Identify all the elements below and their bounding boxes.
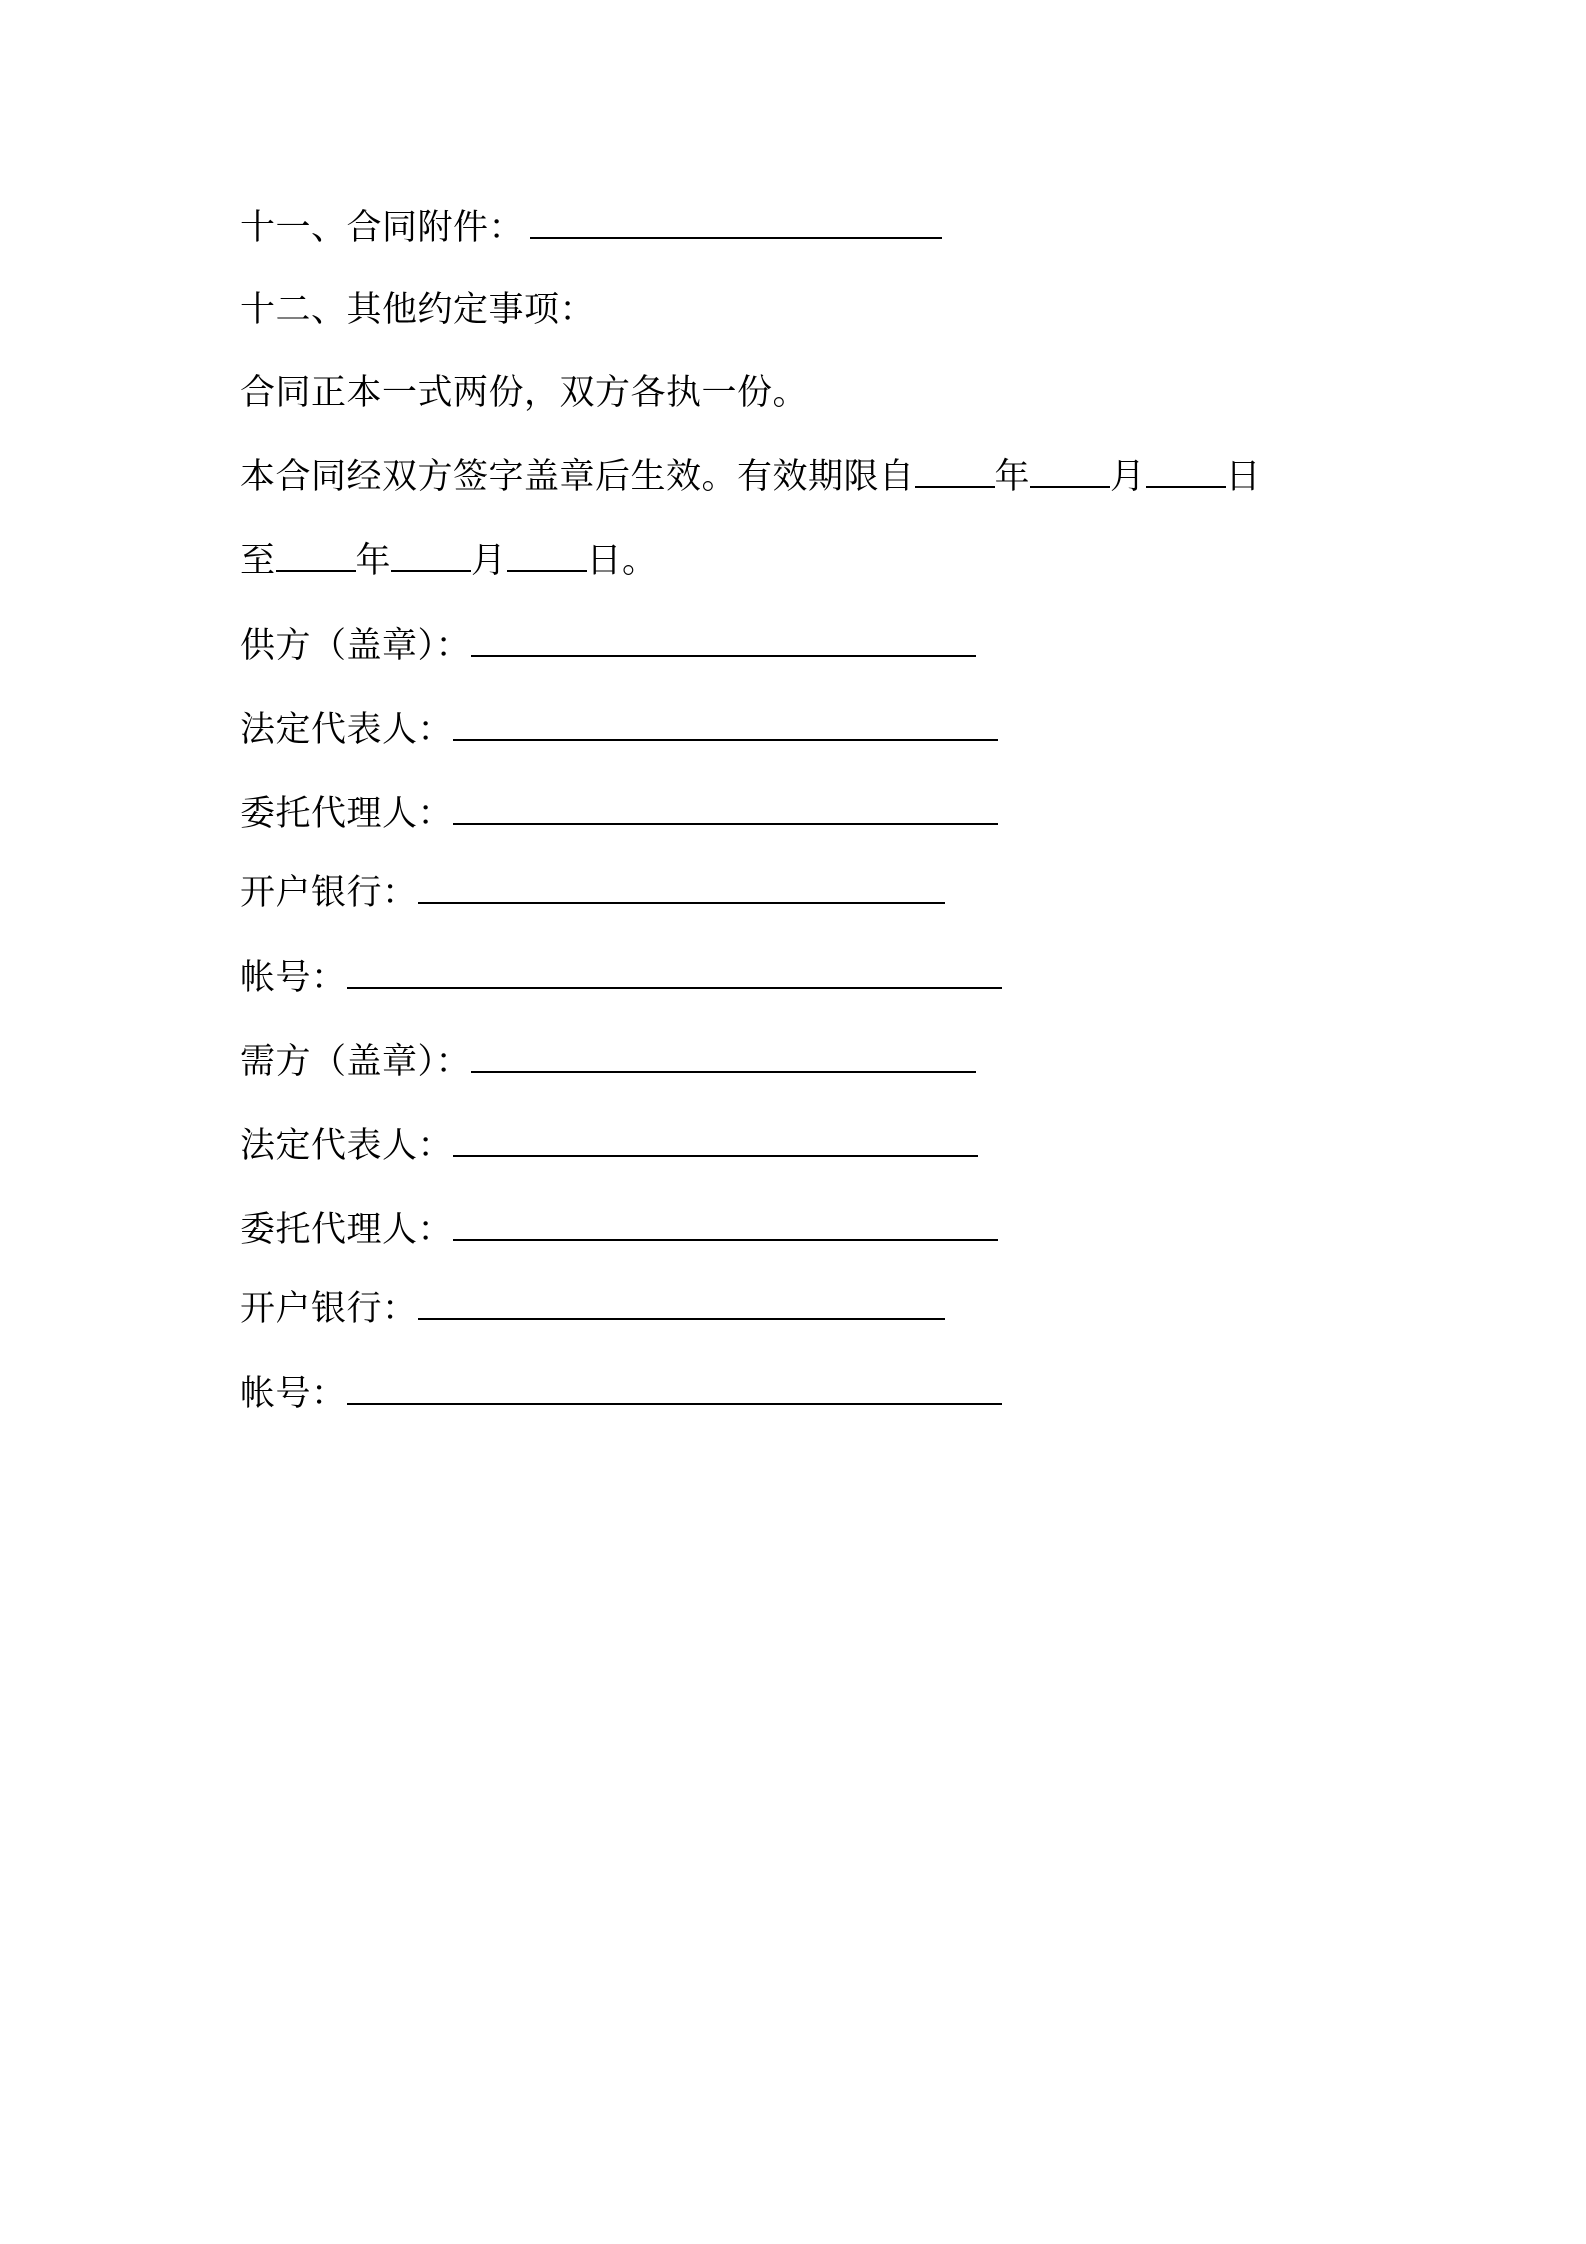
start-day-blank[interactable] [1146,456,1226,488]
supplier-seal-line [240,625,976,666]
buyer-bank-line [240,1288,945,1329]
buyer-representative-blank[interactable] [453,1125,978,1157]
effective-start-line [240,456,1261,497]
buyer-seal-blank[interactable] [471,1041,976,1073]
supplier-agent-blank[interactable] [453,793,998,825]
end-day-label: 日。 [586,541,658,581]
supplier-account-label: 帐号： [240,958,347,998]
end-year-label: 年 [355,541,392,581]
start-year-blank[interactable] [915,456,995,488]
buyer-agent-blank[interactable] [453,1209,998,1241]
supplier-account-line [240,957,1002,998]
start-month-label: 月 [1110,457,1146,497]
start-month-blank[interactable] [1030,456,1110,488]
buyer-account-line [240,1373,1002,1414]
clause-12-line [240,290,595,330]
effective-end-line [240,540,658,581]
effective-to-prefix: 至 [240,541,276,581]
buyer-account-label: 帐号： [240,1374,347,1414]
supplier-bank-label: 开户银行： [240,873,418,913]
supplier-bank-blank[interactable] [418,872,945,904]
effective-prefix: 本合同经双方签字盖章后生效。有效期限自 [240,457,915,497]
clause-11-line [240,207,942,248]
supplier-representative-line [240,709,998,750]
supplier-seal-blank[interactable] [471,625,976,657]
buyer-agent-line [240,1209,998,1250]
buyer-representative-line [240,1125,978,1166]
end-month-label: 月 [471,541,507,581]
supplier-account-blank[interactable] [347,957,1002,989]
buyer-bank-blank[interactable] [418,1288,945,1320]
buyer-bank-label: 开户银行： [240,1289,418,1329]
supplier-agent-line [240,793,998,834]
buyer-representative-label: 法定代表人： [240,1126,454,1166]
start-year-label: 年 [994,457,1031,497]
contract-attachment-blank[interactable] [530,207,942,239]
supplier-representative-blank[interactable] [453,709,998,741]
clause-12-label: 十二、其他约定事项： [240,290,596,330]
end-day-blank[interactable] [507,540,587,572]
copies-text: 合同正本一式两份，双方各执一份。 [240,373,809,413]
clause-11-label: 十一、合同附件： [240,208,525,248]
supplier-seal-label: 供方（盖章）： [240,626,472,666]
supplier-representative-label: 法定代表人： [240,710,454,750]
supplier-bank-line [240,872,945,913]
supplier-agent-label: 委托代理人： [240,794,454,834]
buyer-seal-line [240,1041,976,1082]
buyer-agent-label: 委托代理人： [240,1210,454,1250]
end-month-blank[interactable] [391,540,471,572]
end-year-blank[interactable] [276,540,356,572]
copies-line [240,373,808,413]
buyer-account-blank[interactable] [347,1373,1002,1405]
start-day-label: 日 [1225,457,1262,497]
buyer-seal-label: 需方（盖章）： [240,1042,472,1082]
